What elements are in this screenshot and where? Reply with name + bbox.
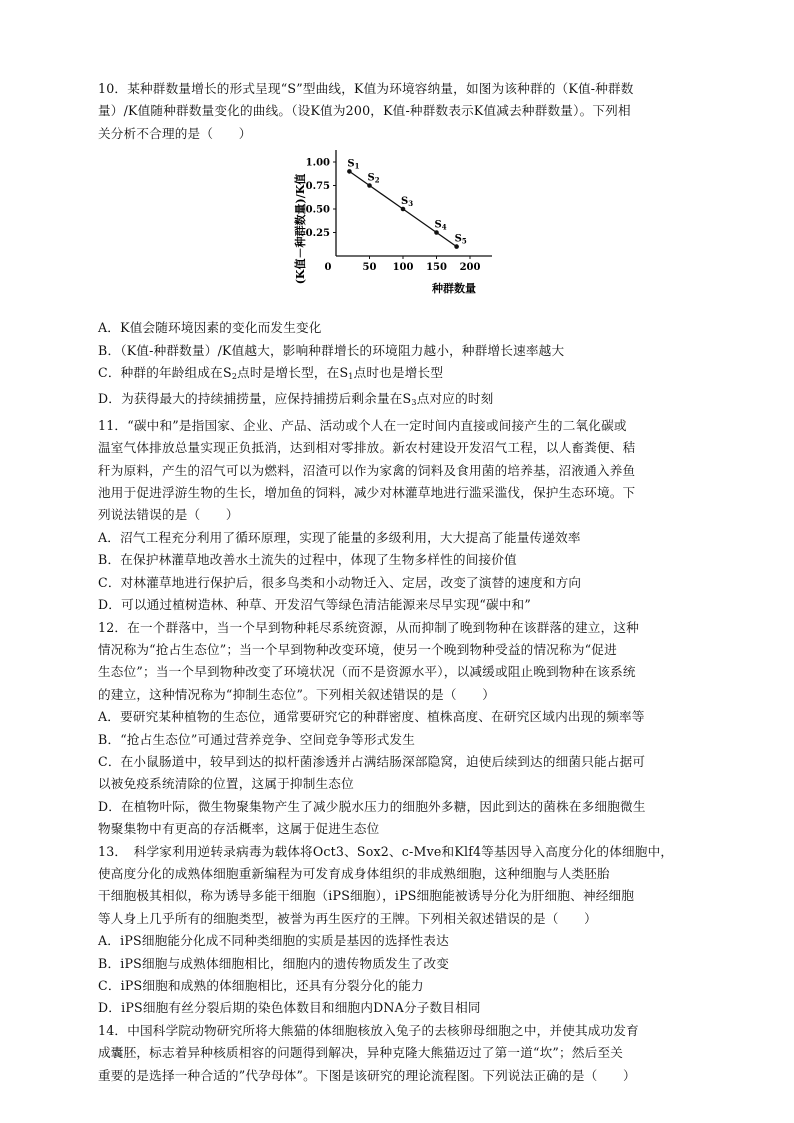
chart-point-label-s2: $S_2$ [367,172,380,185]
question-10-option-a: A．K值会随环境因素的变化而发生变化 [98,320,322,336]
question-10-option-b: B．（K值-种群数量）/K值越大，影响种群增长的环境阻力越小，种群增长速率越大 [98,342,565,358]
chart-point-label-s3: $S_3$ [401,196,414,209]
question-13-stem-line: 干细胞极其相似，称为诱导多能干细胞（iPS细胞），iPS细胞能被诱导分化为肝细胞、神经细胞 [98,888,635,904]
chart-svg [284,146,514,314]
question-11 [98,415,704,617]
question-14-stem-line: 成囊胚，标志着异种核质相容的问题得到解决，异种克隆大熊猫迈过了第一道“坎”；然后至关 [98,1045,624,1061]
chart-y-tick-label: 0.25 [305,228,330,240]
chart-x-tick-label: 50 [362,262,377,274]
question-12-option-d: D．在植物叶际，微生物聚集物产生了减少脱水压力的细胞外多糖，因此到达的菌株在多细胞微生 [98,798,646,814]
question-12-option-c: C．在小鼠肠道中，较早到达的拟杆菌渗透并占满结肠深部隐窝，迫使后续到达的细菌只能占据可 [98,753,646,769]
question-14-stem-line: 重要的是选择一种合适的”代孕母体”。下图是该研究的理论流程图。下列说法正确的是（ ） [98,1067,636,1083]
question-10-option-d: D．为获得最大的持续捕捞量，应保持捕捞后剩余量在$S_3$点对应的时刻 [98,391,494,408]
chart-point-label-s5: $S_5$ [454,233,467,246]
question-12-option-d-cont: 物聚集物中有更高的存活概率，这属于促进生态位 [98,821,380,837]
question-13-stem-line: 等人身上几乎所有的细胞类型，被誉为再生医疗的王牌。下列相关叙述错误的是（ ） [98,910,597,926]
chart-y-tick-label: 0.50 [305,204,330,216]
question-10-stem-line: 关分析不合理的是（ ） [98,125,252,141]
question-11-option-b: B．在保护林灌草地改善水土流失的过程中，体现了生物多样性的间接价值 [98,552,517,568]
question-13-option-c: C．iPS细胞和成熟的体细胞相比，还具有分裂分化的能力 [98,978,424,993]
question-12-stem-line: 情况称为“抢占生态位”；当一个早到物种改变环境，使另一个晚到物种受益的情况称为“促进 [98,641,617,657]
question-11-stem-line: 11．“碳中和”是指国家、企业、产品、活动或个人在一定时间内直接或间接产生的二氧化碳或 [98,417,627,433]
chart-point-s5 [454,245,459,250]
question-14-stem-line: 14．中国科学院动物研究所将大熊猫的体细胞核放入兔子的去核卵母细胞之中，并使其成功发育 [98,1022,639,1038]
question-12-stem-line: 的建立，这种情况称为“抑制生态位”。下列相关叙述错误的是（ ） [98,686,496,702]
question-13-option-d: D．iPS细胞有丝分裂后期的染色体数目和细胞内DNA分子数目相同 [98,1000,481,1016]
question-13-option-a: A．iPS细胞能分化成不同种类细胞的实质是基因的选择性表达 [98,933,449,949]
question-12-stem-line: 生态位”；当一个早到物种改变了环境状况（而不是资源水平），以减缓或阻止晚到物种在该系统 [98,664,636,680]
chart-x-tick-label: 150 [426,262,447,274]
question-11-option-c: C．对林灌草地进行保护后，很多鸟类和小动物迁入、定居，改变了演替的速度和方向 [98,574,582,590]
question-14 [98,1020,704,1087]
question-10-option-c: C．种群的年龄组成在$S_2$点时是增长型，在$S_1$点时也是增长型 [98,365,444,382]
question-12-option-c-cont: 以被免疫系统清除的位置，这属于抑制生态位 [98,776,354,792]
question-11-stem-line: 温室气体排放总量实现正负抵消，达到相对零排放。新农村建设开发沼气工程，以人畜粪便、秸 [98,440,636,456]
question-11-stem-line: 秆为原料，产生的沼气可以为燃料，沼渣可以作为家禽的饲料及食用菌的培养基，沼液通入养鱼 [98,462,636,478]
population-curve-chart [98,146,704,314]
question-10 [98,78,704,415]
exam-page [98,78,704,1087]
question-10-stem-line: 10．某种群数量增长的形式呈现“S”型曲线，K值为环境容纳量，如图为该种群的（K值-种群数 [98,81,634,96]
chart-y-tick-label: 0.75 [305,181,330,193]
question-12-option-a: A．要研究某种植物的生态位，通常要研究它的种群密度、植株高度、在研究区域内出现的频率等 [98,709,645,725]
chart-y-tick-label: 1.00 [305,157,330,169]
chart-y-axis-label: (K值－种群数量)/K值 [294,173,307,285]
question-13-option-b: B．iPS细胞与成熟体细胞相比，细胞内的遗传物质发生了改变 [98,955,450,971]
question-11-stem-line: 池用于促进浮游生物的生长，增加鱼的饲料，减少对林灌草地进行滥采滥伐，保护生态环境。下 [98,485,636,501]
chart-x-axis-label: 种群数量 [432,282,476,296]
question-12-option-b: B．“抢占生态位”可通过营养竞争、空间竞争等形式发生 [98,731,415,747]
chart-x-tick-label: 200 [459,262,481,274]
chart-x-tick-label: 100 [392,262,414,274]
chart-point-s2 [367,183,372,188]
chart-point-label-s1: $S_1$ [347,158,360,171]
chart-origin-label: 0 [324,262,332,274]
question-11-option-a: A．沼气工程充分利用了循环原理，实现了能量的多级利用，大大提高了能量传递效率 [98,529,581,545]
chart-point-s3 [401,207,406,212]
question-11-option-d: D．可以通过植树造林、种草、开发沼气等绿色清洁能源来尽早实现“碳中和” [98,597,531,613]
question-13-stem-line: 13． 科学家利用逆转录病毒为载体将Oct3、Sox2、c-Mve和Klf4等基因导入高度分化的体细胞中， [98,843,674,859]
question-13 [98,841,704,1020]
chart-point-s1 [347,169,352,174]
question-12-stem-line: 12．在一个群落中，当一个早到物种耗尽系统资源，从而抑制了晚到物种在该群落的建立，这种 [98,619,639,635]
chart-point-s4 [434,230,439,235]
question-10-stem-line: 量）/K值随种群数量变化的曲线。（设K值为200，K值-种群数表示K值减去种群数量）。下列相 [98,103,631,119]
question-12 [98,617,704,841]
question-11-stem-line: 列说法错误的是（ ） [98,507,239,523]
question-13-stem-line: 使高度分化的成熟体细胞重新编程为可发育成身体组织的非成熟细胞，这种细胞与人类胚胎 [98,865,610,881]
chart-point-label-s4: $S_4$ [434,219,447,232]
